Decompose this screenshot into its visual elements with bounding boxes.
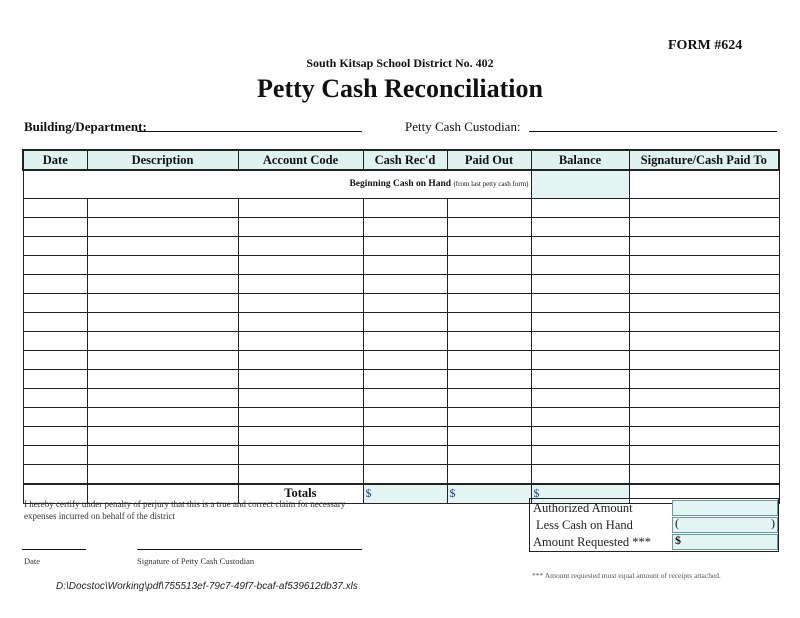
cell-cash-recd[interactable]: [363, 293, 447, 312]
totals-label: Totals: [238, 484, 363, 504]
table-row: [23, 217, 779, 236]
table-row: [23, 274, 779, 293]
cell-paid-out[interactable]: [447, 407, 531, 426]
cell-paid-out[interactable]: [447, 369, 531, 388]
cell-balance[interactable]: [531, 464, 629, 484]
table-row: [23, 312, 779, 331]
table-row: [23, 407, 779, 426]
col-header-balance: Balance: [531, 150, 629, 170]
cell-account-code[interactable]: [238, 464, 363, 484]
cell-description[interactable]: [87, 217, 238, 236]
cell-date[interactable]: [23, 350, 87, 369]
cell-paid-out[interactable]: [447, 198, 531, 217]
cell-cash-recd[interactable]: [363, 274, 447, 293]
cell-date[interactable]: [23, 236, 87, 255]
cell-balance[interactable]: [531, 331, 629, 350]
cell-account-code[interactable]: [238, 407, 363, 426]
table-row: [23, 198, 779, 217]
cell-date[interactable]: [23, 369, 87, 388]
cell-description[interactable]: [87, 388, 238, 407]
cell-date[interactable]: [23, 426, 87, 445]
cell-signature[interactable]: [629, 331, 779, 350]
table-row: [23, 350, 779, 369]
building-department-field[interactable]: [137, 131, 362, 132]
cell-description[interactable]: [87, 464, 238, 484]
cell-date[interactable]: [23, 331, 87, 350]
cell-account-code[interactable]: [238, 274, 363, 293]
custodian-field[interactable]: [529, 131, 777, 132]
cell-cash-recd[interactable]: [363, 445, 447, 464]
cell-balance[interactable]: [531, 388, 629, 407]
amount-requested-label: Amount Requested ***: [533, 535, 652, 549]
total-balance[interactable]: $: [531, 484, 629, 504]
cell-description[interactable]: [87, 426, 238, 445]
less-cash-field[interactable]: [672, 517, 778, 533]
cell-signature[interactable]: [629, 198, 779, 217]
table-row: [23, 445, 779, 464]
cell-account-code[interactable]: [238, 369, 363, 388]
cell-description[interactable]: [87, 293, 238, 312]
col-header-account-code: Account Code: [238, 150, 363, 170]
cell-paid-out[interactable]: [447, 331, 531, 350]
cell-signature[interactable]: [629, 464, 779, 484]
cell-paid-out[interactable]: [447, 274, 531, 293]
table-row: [23, 388, 779, 407]
cell-signature[interactable]: [629, 369, 779, 388]
summary-box: [529, 498, 779, 552]
cell-account-code[interactable]: [238, 312, 363, 331]
cell-balance[interactable]: [531, 445, 629, 464]
cell-account-code[interactable]: [238, 255, 363, 274]
cell-balance[interactable]: [531, 236, 629, 255]
cell-description[interactable]: [87, 350, 238, 369]
cell-paid-out[interactable]: [447, 426, 531, 445]
beginning-cash-balance[interactable]: [531, 170, 629, 198]
total-paid-out[interactable]: $: [447, 484, 531, 504]
cell-account-code[interactable]: [238, 198, 363, 217]
less-cash-label: Less Cash on Hand: [536, 518, 633, 532]
cell-signature[interactable]: [629, 217, 779, 236]
cell-paid-out[interactable]: [447, 464, 531, 484]
table-row: [23, 369, 779, 388]
table-row: [23, 236, 779, 255]
cell-signature[interactable]: [629, 426, 779, 445]
amount-requested-symbol: $: [675, 533, 681, 547]
cell-date[interactable]: [23, 217, 87, 236]
beginning-cash-label: Beginning Cash on Hand (from last petty cash form): [23, 170, 531, 198]
cell-date[interactable]: [23, 274, 87, 293]
cell-signature[interactable]: [629, 350, 779, 369]
cell-description[interactable]: [87, 407, 238, 426]
cell-signature[interactable]: [629, 445, 779, 464]
cell-cash-recd[interactable]: [363, 198, 447, 217]
cell-signature[interactable]: [629, 407, 779, 426]
table-row: [23, 464, 779, 484]
total-cash-recd[interactable]: $: [363, 484, 447, 504]
cell-account-code[interactable]: [238, 426, 363, 445]
cell-cash-recd[interactable]: [363, 217, 447, 236]
col-header-description: Description: [87, 150, 238, 170]
cell-balance[interactable]: [531, 217, 629, 236]
col-header-cash-recd: Cash Rec'd: [363, 150, 447, 170]
cell-account-code[interactable]: [238, 350, 363, 369]
cell-description[interactable]: [87, 369, 238, 388]
date-label: Date: [24, 556, 41, 566]
custodian-signature-line[interactable]: [137, 549, 362, 550]
cell-date[interactable]: [23, 255, 87, 274]
cell-description[interactable]: [87, 312, 238, 331]
cell-account-code[interactable]: [238, 236, 363, 255]
cell-balance[interactable]: [531, 350, 629, 369]
cell-balance[interactable]: [531, 369, 629, 388]
cell-cash-recd[interactable]: [363, 369, 447, 388]
cell-cash-recd[interactable]: [363, 312, 447, 331]
cell-paid-out[interactable]: [447, 388, 531, 407]
cell-signature[interactable]: [629, 388, 779, 407]
cell-date[interactable]: [23, 407, 87, 426]
cell-account-code[interactable]: [238, 445, 363, 464]
cell-description[interactable]: [87, 274, 238, 293]
signature-label: Signature of Petty Cash Custodian: [137, 556, 255, 566]
cell-description[interactable]: [87, 236, 238, 255]
cell-account-code[interactable]: [238, 388, 363, 407]
cell-balance[interactable]: [531, 426, 629, 445]
cell-cash-recd[interactable]: [363, 331, 447, 350]
cell-paid-out[interactable]: [447, 217, 531, 236]
cell-balance[interactable]: [531, 293, 629, 312]
custodian-label: Petty Cash Custodian:: [405, 119, 521, 134]
col-header-paid-out: Paid Out: [447, 150, 531, 170]
cell-signature[interactable]: [629, 293, 779, 312]
cell-paid-out[interactable]: [447, 236, 531, 255]
file-path: D:\Docstoc\Working\pdf\755513ef-79c7-49f7-bcaf-af539612db37.xls: [56, 581, 358, 592]
cell-signature[interactable]: [629, 274, 779, 293]
date-signature-line[interactable]: [22, 549, 86, 550]
cell-paid-out[interactable]: [447, 312, 531, 331]
cell-balance[interactable]: [531, 198, 629, 217]
cell-date[interactable]: [23, 388, 87, 407]
col-header-date: Date: [23, 150, 87, 170]
header-row: [23, 150, 779, 170]
cell-date[interactable]: [23, 464, 87, 484]
cell-paid-out[interactable]: [447, 293, 531, 312]
cell-description[interactable]: [87, 198, 238, 217]
cell-date[interactable]: [23, 445, 87, 464]
cell-cash-recd[interactable]: [363, 426, 447, 445]
table-row: [23, 255, 779, 274]
authorized-amount-field[interactable]: [672, 500, 778, 516]
cell-cash-recd[interactable]: [363, 464, 447, 484]
cell-date[interactable]: [23, 293, 87, 312]
cell-balance[interactable]: [531, 274, 629, 293]
cell-description[interactable]: [87, 255, 238, 274]
cell-signature[interactable]: [629, 312, 779, 331]
cell-balance[interactable]: [531, 255, 629, 274]
receipts-note: *** Amount requested must equal amount of receipts attached.: [532, 571, 721, 580]
authorized-amount-label: Authorized Amount: [533, 501, 633, 515]
amount-requested-field[interactable]: [672, 534, 778, 550]
cell-cash-recd[interactable]: [363, 236, 447, 255]
district-name: South Kitsap School District No. 402: [306, 56, 494, 70]
cell-account-code[interactable]: [238, 293, 363, 312]
beginning-cash-note: (from last petty cash form): [453, 180, 529, 189]
cell-signature[interactable]: [629, 236, 779, 255]
cell-cash-recd[interactable]: [363, 407, 447, 426]
less-cash-open-paren: (: [675, 516, 679, 530]
page-title: Petty Cash Reconciliation: [257, 74, 543, 103]
table-row: [23, 293, 779, 312]
cell-description[interactable]: [87, 445, 238, 464]
cell-paid-out[interactable]: [447, 255, 531, 274]
table-row: [23, 331, 779, 350]
building-department-label: Building/Department:: [24, 119, 147, 134]
reconciliation-table: [22, 149, 780, 504]
beginning-cash-row: [23, 170, 779, 198]
col-header-signature: Signature/Cash Paid To: [629, 150, 779, 170]
cell-signature[interactable]: [629, 255, 779, 274]
cell-account-code[interactable]: [238, 331, 363, 350]
beginning-cash-signature: [629, 170, 779, 198]
cell-account-code[interactable]: [238, 217, 363, 236]
less-cash-close-paren: ): [771, 516, 775, 530]
cell-cash-recd[interactable]: [363, 255, 447, 274]
cell-balance[interactable]: [531, 407, 629, 426]
cell-description[interactable]: [87, 331, 238, 350]
cell-paid-out[interactable]: [447, 445, 531, 464]
form-number: FORM #624: [668, 38, 743, 53]
cell-date[interactable]: [23, 312, 87, 331]
cell-balance[interactable]: [531, 312, 629, 331]
cell-date[interactable]: [23, 198, 87, 217]
table-row: [23, 426, 779, 445]
cell-cash-recd[interactable]: [363, 350, 447, 369]
cell-paid-out[interactable]: [447, 350, 531, 369]
cell-cash-recd[interactable]: [363, 388, 447, 407]
certification-text: I hereby certify under penalty of perjury that this is a true and correct claim for necessary expenses incurred on behalf of the district: [24, 499, 346, 521]
